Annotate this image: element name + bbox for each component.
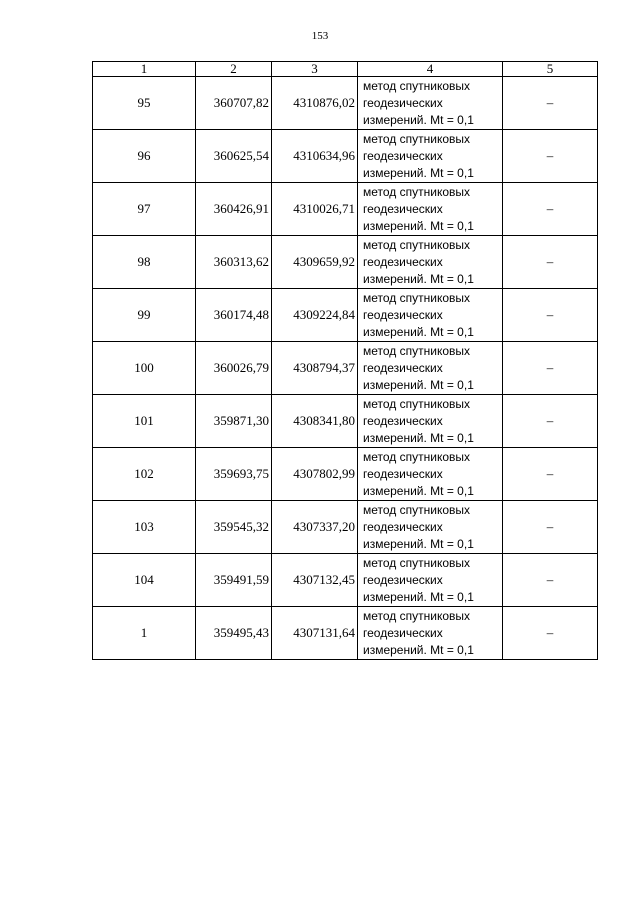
note-cell: – <box>503 501 598 554</box>
point-number-cell: 1 <box>93 607 196 660</box>
note-cell: – <box>503 77 598 130</box>
x-coordinate-cell: 359693,75 <box>196 448 272 501</box>
method-line: измерений. Mt = 0,1 <box>363 642 474 657</box>
method-line: метод спутниковых <box>363 555 471 570</box>
method-line: измерений. Mt = 0,1 <box>363 536 474 551</box>
method-line: метод спутниковых <box>363 78 471 93</box>
x-coordinate-cell: 359871,30 <box>196 395 272 448</box>
table-row <box>93 501 598 554</box>
method-line: метод спутниковых <box>363 184 471 199</box>
method-line: метод спутниковых <box>363 237 471 252</box>
header-row <box>93 62 598 77</box>
method-line: измерений. Mt = 0,1 <box>363 165 474 180</box>
table-row <box>93 448 598 501</box>
method-line: измерений. Mt = 0,1 <box>363 218 474 233</box>
method-cell <box>358 236 503 289</box>
table-row <box>93 183 598 236</box>
method-cell <box>358 395 503 448</box>
method-line: метод спутниковых <box>363 290 471 305</box>
table-header <box>93 62 598 77</box>
y-coordinate-cell: 4307132,45 <box>272 554 358 607</box>
table-row <box>93 236 598 289</box>
x-coordinate-cell: 360625,54 <box>196 130 272 183</box>
note-cell: – <box>503 130 598 183</box>
y-coordinate-cell: 4307802,99 <box>272 448 358 501</box>
note-cell: – <box>503 289 598 342</box>
x-coordinate-cell: 360426,91 <box>196 183 272 236</box>
note-cell: – <box>503 607 598 660</box>
method-line: измерений. Mt = 0,1 <box>363 483 474 498</box>
method-line: геодезических <box>363 413 443 428</box>
y-coordinate-cell: 4310026,71 <box>272 183 358 236</box>
method-line: геодезических <box>363 360 443 375</box>
y-coordinate-cell: 4308794,37 <box>272 342 358 395</box>
x-coordinate-cell: 360174,48 <box>196 289 272 342</box>
header-col-2: 2 <box>196 62 272 77</box>
header-col-3: 3 <box>272 62 358 77</box>
y-coordinate-cell: 4307131,64 <box>272 607 358 660</box>
method-cell <box>358 77 503 130</box>
method-line: метод спутниковых <box>363 396 471 411</box>
header-col-5: 5 <box>503 62 598 77</box>
note-cell: – <box>503 236 598 289</box>
x-coordinate-cell: 360026,79 <box>196 342 272 395</box>
method-cell <box>358 342 503 395</box>
table-row <box>93 77 598 130</box>
method-cell <box>358 183 503 236</box>
method-line: измерений. Mt = 0,1 <box>363 324 474 339</box>
point-number-cell: 101 <box>93 395 196 448</box>
page-number: 153 <box>311 30 329 42</box>
table-row <box>93 395 598 448</box>
x-coordinate-cell: 360313,62 <box>196 236 272 289</box>
point-number-cell: 100 <box>93 342 196 395</box>
point-number-cell: 102 <box>93 448 196 501</box>
method-line: геодезических <box>363 519 443 534</box>
method-line: геодезических <box>363 307 443 322</box>
method-line: измерений. Mt = 0,1 <box>363 430 474 445</box>
point-number-cell: 98 <box>93 236 196 289</box>
y-coordinate-cell: 4310634,96 <box>272 130 358 183</box>
method-cell <box>358 501 503 554</box>
y-coordinate-cell: 4307337,20 <box>272 501 358 554</box>
x-coordinate-cell: 360707,82 <box>196 77 272 130</box>
method-cell <box>358 554 503 607</box>
header-col-1: 1 <box>93 62 196 77</box>
note-cell: – <box>503 342 598 395</box>
method-line: геодезических <box>363 95 443 110</box>
note-cell: – <box>503 448 598 501</box>
header-col-4: 4 <box>358 62 503 77</box>
method-cell <box>358 130 503 183</box>
method-line: метод спутниковых <box>363 131 471 146</box>
method-line: метод спутниковых <box>363 608 471 623</box>
method-line: геодезических <box>363 466 443 481</box>
note-cell: – <box>503 554 598 607</box>
point-number-cell: 96 <box>93 130 196 183</box>
note-cell: – <box>503 183 598 236</box>
note-cell: – <box>503 395 598 448</box>
table-body <box>93 77 598 660</box>
method-line: измерений. Mt = 0,1 <box>363 112 474 127</box>
x-coordinate-cell: 359495,43 <box>196 607 272 660</box>
point-number-cell: 103 <box>93 501 196 554</box>
x-coordinate-cell: 359491,59 <box>196 554 272 607</box>
method-cell <box>358 607 503 660</box>
method-cell <box>358 289 503 342</box>
y-coordinate-cell: 4308341,80 <box>272 395 358 448</box>
method-line: измерений. Mt = 0,1 <box>363 377 474 392</box>
table-row <box>93 289 598 342</box>
method-line: метод спутниковых <box>363 343 471 358</box>
point-number-cell: 99 <box>93 289 196 342</box>
method-line: геодезических <box>363 254 443 269</box>
table-row <box>93 607 598 660</box>
y-coordinate-cell: 4309659,92 <box>272 236 358 289</box>
method-line: измерений. Mt = 0,1 <box>363 271 474 286</box>
point-number-cell: 97 <box>93 183 196 236</box>
y-coordinate-cell: 4310876,02 <box>272 77 358 130</box>
coordinates-table <box>92 61 598 660</box>
method-line: геодезических <box>363 625 443 640</box>
method-line: измерений. Mt = 0,1 <box>363 589 474 604</box>
point-number-cell: 95 <box>93 77 196 130</box>
point-number-cell: 104 <box>93 554 196 607</box>
x-coordinate-cell: 359545,32 <box>196 501 272 554</box>
method-line: геодезических <box>363 572 443 587</box>
method-line: геодезических <box>363 148 443 163</box>
method-line: метод спутниковых <box>363 449 471 464</box>
method-cell <box>358 448 503 501</box>
method-line: геодезических <box>363 201 443 216</box>
table-row <box>93 554 598 607</box>
y-coordinate-cell: 4309224,84 <box>272 289 358 342</box>
method-line: метод спутниковых <box>363 502 471 517</box>
table-row <box>93 342 598 395</box>
table-row <box>93 130 598 183</box>
